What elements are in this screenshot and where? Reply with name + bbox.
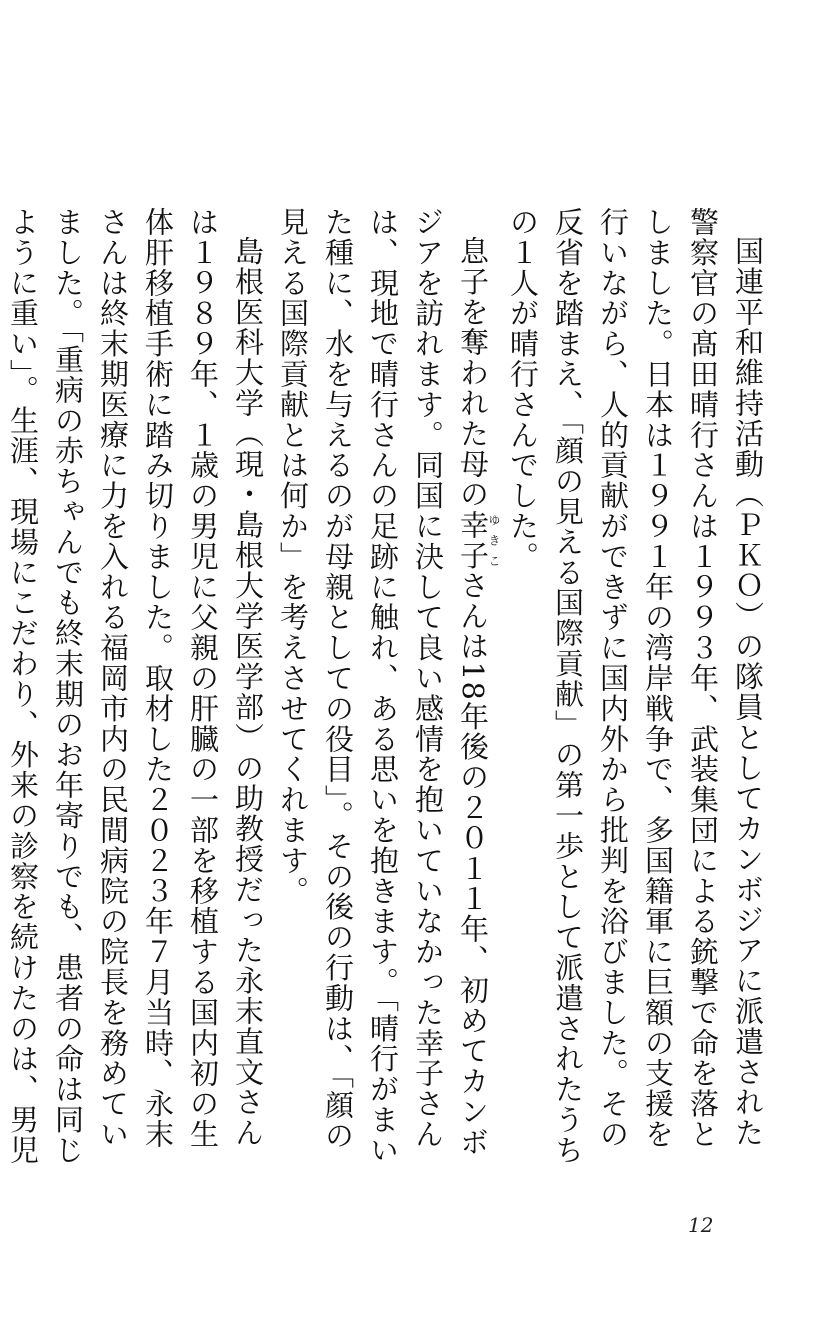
paragraph-takada-text: 国連平和維持活動（ＰＫＯ）の隊員としてカンボジアに派遣された警察官の髙田晴行さんは１９９３年、武装集団による銃撃で命を落としました。日本は１９９１年の湾岸戦争で、多国籍軍に巨額の支援を行いながら、人的貢献ができずに国内外から批判を浴びました。その反省を踏まえ、「顔の見える国際貢献」の第一歩として派遣されたうちの１人が晴行さんでした。 bbox=[506, 207, 765, 1166]
paragraph-sachiko-text-after: さんは18年後の２０１１年、初めてカンボジアを訪れます。同国に決して良い感情を抱いていなかった幸子さんは、現地で晴行さんの足跡に触れ、ある思いを抱きます。「晴行がまいた種に、水を与えるのが母親としての役目」。その後の行動は、「顔の見える国際貢献とは何か」を考えさせてくれます。 bbox=[276, 207, 490, 1166]
paragraph-takada bbox=[500, 207, 770, 1167]
page-number: 12 bbox=[688, 1213, 714, 1237]
ruby-sachiko bbox=[456, 509, 501, 571]
ruby-base: 幸子 bbox=[456, 509, 490, 571]
vertical-text-body bbox=[6, 207, 770, 1167]
paragraph-nagasue-text: 島根医科大学（現・島根大学医学部）の助教授だった永末直文さんは１９８９年、１歳の男児に父親の肝臓の一部を移植する国内初の生体肝移植手術に踏み切りました。取材した２０２３年７月当時、永末さんは終末期医療に力を入れる福岡市内の民間病院の院長を務めていました。「重病の赤ちゃんでも終末期のお年寄りでも、患者の命は同じように重い」。生涯、現場にこだわり、外来の診察を続けたのは、男児 bbox=[6, 207, 265, 1166]
paragraph-sachiko-text-before: 息子を奪われた母の bbox=[456, 236, 490, 510]
paragraph-nagasue bbox=[0, 207, 270, 1167]
paragraph-sachiko bbox=[270, 207, 500, 1167]
ruby-reading: ゆきこ bbox=[487, 509, 501, 571]
